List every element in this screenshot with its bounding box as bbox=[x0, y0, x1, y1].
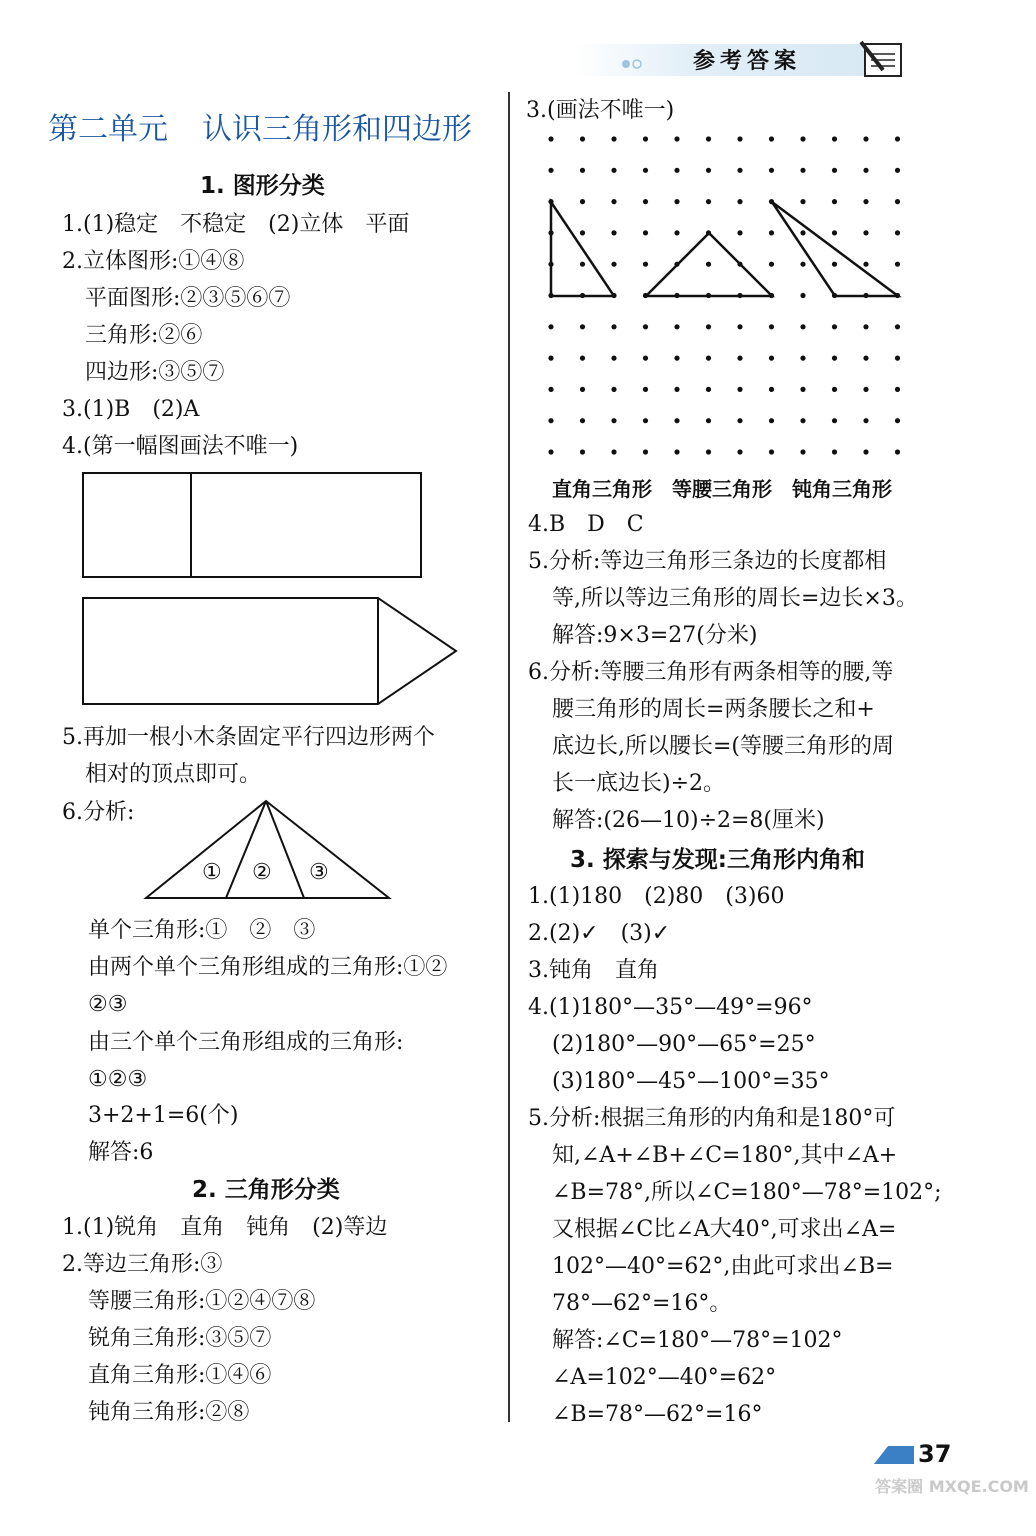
triangle-label-2: ② bbox=[252, 860, 272, 885]
grid-dot bbox=[863, 324, 868, 329]
grid-dot bbox=[800, 199, 805, 204]
right-triangle bbox=[551, 202, 614, 296]
grid-dot bbox=[895, 449, 900, 454]
answer-line: 钝角三角形:②⑧ bbox=[88, 1400, 250, 1425]
grid-dot bbox=[611, 387, 616, 392]
grid-dot bbox=[863, 387, 868, 392]
grid-dot bbox=[832, 418, 837, 423]
grid-dot bbox=[800, 324, 805, 329]
grid-dot bbox=[580, 168, 585, 173]
grid-dot bbox=[800, 387, 805, 392]
answer-line: 3.(1)B (2)A bbox=[62, 397, 200, 422]
grid-dot bbox=[643, 387, 648, 392]
answer-line: 直角三角形:①④⑥ bbox=[88, 1363, 272, 1388]
grid-dot bbox=[832, 387, 837, 392]
grid-dot bbox=[706, 199, 711, 204]
answer-line: 单个三角形:① ② ③ bbox=[88, 918, 316, 943]
grid-dot bbox=[643, 449, 648, 454]
grid-dot bbox=[800, 449, 805, 454]
grid-dot bbox=[674, 230, 679, 235]
grid-dot bbox=[674, 324, 679, 329]
grid-dot bbox=[832, 136, 837, 141]
grid-dot bbox=[674, 199, 679, 204]
grid-dot bbox=[643, 418, 648, 423]
answer-line: (2)180°—90°—65°=25° bbox=[552, 1032, 816, 1057]
answer-line: ①②③ bbox=[88, 1067, 148, 1092]
answer-line: ②③ bbox=[88, 992, 128, 1017]
page-tab-icon bbox=[872, 1442, 916, 1466]
grid-dot bbox=[769, 262, 774, 267]
answer-line: 2.立体图形:①④⑧ bbox=[62, 249, 245, 274]
grid-dot bbox=[863, 136, 868, 141]
grid-dot bbox=[737, 418, 742, 423]
grid-dot bbox=[706, 387, 711, 392]
grid-dot bbox=[611, 418, 616, 423]
answer-line: 知,∠A+∠B+∠C=180°,其中∠A+ bbox=[552, 1143, 898, 1168]
grid-dot bbox=[863, 262, 868, 267]
grid-dot bbox=[737, 387, 742, 392]
grid-dot bbox=[737, 199, 742, 204]
answer-line: 由两个单个三角形组成的三角形:①② bbox=[88, 955, 448, 980]
answer-line: 1.(1)锐角 直角 钝角 (2)等边 bbox=[62, 1215, 388, 1240]
grid-dot bbox=[769, 356, 774, 361]
answer-line: 锐角三角形:③⑤⑦ bbox=[88, 1326, 272, 1351]
grid-dot bbox=[580, 230, 585, 235]
grid-dot bbox=[643, 168, 648, 173]
grid-dot bbox=[580, 387, 585, 392]
grid-dot bbox=[706, 449, 711, 454]
grid-dot bbox=[548, 418, 553, 423]
answer-line: 3.钝角 直角 bbox=[528, 958, 659, 983]
grid-dot bbox=[706, 324, 711, 329]
answer-line: 3.(画法不唯一) bbox=[526, 98, 675, 123]
grid-dot bbox=[548, 387, 553, 392]
answer-line: ∠A=102°—40°=62° bbox=[552, 1365, 777, 1390]
grid-dot bbox=[674, 387, 679, 392]
grid-dot bbox=[863, 449, 868, 454]
section-title: 1. 图形分类 bbox=[200, 173, 325, 199]
grid-dot bbox=[769, 136, 774, 141]
grid-dot bbox=[895, 387, 900, 392]
answer-line: 5.再加一根小木条固定平行四边形两个 bbox=[62, 725, 435, 750]
grid-dot bbox=[611, 324, 616, 329]
grid-dot bbox=[800, 262, 805, 267]
grid-dot bbox=[863, 168, 868, 173]
grid-dot bbox=[895, 324, 900, 329]
grid-dot bbox=[895, 418, 900, 423]
grid-dot bbox=[611, 168, 616, 173]
grid-dot bbox=[769, 449, 774, 454]
answer-line: 1.(1)稳定 不稳定 (2)立体 平面 bbox=[62, 212, 410, 237]
grid-dot bbox=[643, 199, 648, 204]
grid-dot bbox=[895, 230, 900, 235]
answer-line: 4.B D C bbox=[528, 512, 644, 537]
answer-line: 等,所以等边三角形的周长=边长×3。 bbox=[552, 586, 918, 611]
triangle-label-3: ③ bbox=[309, 860, 329, 885]
grid-dot bbox=[580, 199, 585, 204]
answer-line: 2.等边三角形:③ bbox=[62, 1252, 223, 1277]
grid-dot bbox=[895, 199, 900, 204]
grid-dot bbox=[863, 230, 868, 235]
answer-line: 解答:(26—10)÷2=8(厘米) bbox=[552, 808, 825, 833]
answer-line: 相对的顶点即可。 bbox=[85, 762, 262, 787]
triangle-type-labels: 直角三角形 等腰三角形 钝角三角形 bbox=[552, 477, 892, 501]
grid-dot bbox=[800, 418, 805, 423]
grid-dot bbox=[643, 136, 648, 141]
triangle-label-1: ① bbox=[202, 860, 222, 885]
answer-line: (3)180°—45°—100°=35° bbox=[552, 1069, 830, 1094]
grid-dot bbox=[769, 168, 774, 173]
grid-dot bbox=[674, 449, 679, 454]
grid-dot bbox=[737, 230, 742, 235]
section-title: 2. 三角形分类 bbox=[192, 1177, 340, 1203]
unit-title-left: 第二单元 bbox=[48, 112, 168, 147]
answer-line: ∠B=78°,所以∠C=180°—78°=102°; bbox=[552, 1180, 942, 1205]
grid-dot bbox=[832, 199, 837, 204]
grid-dot bbox=[611, 356, 616, 361]
grid-dot bbox=[895, 168, 900, 173]
answer-line: 1.(1)180 (2)80 (3)60 bbox=[528, 884, 785, 909]
grid-dot bbox=[674, 136, 679, 141]
dot-grid-figure bbox=[540, 130, 915, 460]
grid-dot bbox=[611, 230, 616, 235]
grid-dot bbox=[674, 418, 679, 423]
answer-line: 腰三角形的周长=两条腰长之和+ bbox=[552, 697, 875, 722]
pentagon-figure bbox=[82, 597, 460, 707]
grid-dot bbox=[548, 324, 553, 329]
answer-line: 三角形:②⑥ bbox=[85, 323, 203, 348]
answer-line: 102°—40°=62°,由此可求出∠B= bbox=[552, 1254, 894, 1279]
obtuse-triangle bbox=[772, 202, 898, 296]
answer-line: 长一底边长)÷2。 bbox=[552, 771, 726, 796]
grid-dot bbox=[674, 168, 679, 173]
grid-dot bbox=[832, 449, 837, 454]
grid-dot bbox=[706, 262, 711, 267]
grid-dot bbox=[611, 136, 616, 141]
grid-dot bbox=[832, 262, 837, 267]
grid-dot bbox=[611, 262, 616, 267]
answer-line: 由三个单个三角形组成的三角形: bbox=[88, 1030, 404, 1055]
grid-dot bbox=[674, 356, 679, 361]
answer-line: 四边形:③⑤⑦ bbox=[85, 360, 225, 385]
grid-dot bbox=[832, 324, 837, 329]
grid-dot bbox=[863, 356, 868, 361]
grid-dot bbox=[580, 449, 585, 454]
grid-dot bbox=[800, 136, 805, 141]
grid-dot bbox=[769, 418, 774, 423]
page-number: 37 bbox=[918, 1440, 952, 1468]
grid-dot bbox=[800, 293, 805, 298]
answer-line: 等腰三角形:①②④⑦⑧ bbox=[88, 1289, 316, 1314]
grid-dot bbox=[863, 418, 868, 423]
grid-dot bbox=[548, 356, 553, 361]
grid-dot bbox=[769, 387, 774, 392]
unit-title-right: 认识三角形和四边形 bbox=[202, 112, 472, 147]
answer-line: 5.分析:根据三角形的内角和是180°可 bbox=[528, 1106, 896, 1131]
grid-dot bbox=[548, 168, 553, 173]
grid-dot bbox=[800, 230, 805, 235]
grid-dot bbox=[643, 230, 648, 235]
grid-dot bbox=[769, 324, 774, 329]
grid-dot bbox=[895, 262, 900, 267]
answer-line: 平面图形:②③⑤⑥⑦ bbox=[85, 286, 291, 311]
answer-line: 78°—62°=16°。 bbox=[552, 1291, 732, 1316]
grid-dot bbox=[706, 356, 711, 361]
grid-dot bbox=[737, 324, 742, 329]
grid-dot bbox=[643, 324, 648, 329]
grid-dot bbox=[895, 136, 900, 141]
grid-dot bbox=[548, 136, 553, 141]
section-title: 3. 探索与发现:三角形内角和 bbox=[570, 847, 865, 873]
rectangle-figure bbox=[82, 472, 424, 580]
scroll-pen-icon bbox=[861, 42, 901, 76]
grid-dot bbox=[832, 230, 837, 235]
grid-dot bbox=[769, 230, 774, 235]
answer-line: 4.(1)180°—35°—49°=96° bbox=[528, 995, 813, 1020]
grid-dot bbox=[611, 449, 616, 454]
grid-dot bbox=[706, 168, 711, 173]
grid-dot bbox=[580, 356, 585, 361]
grid-dot bbox=[737, 356, 742, 361]
grid-dot bbox=[643, 262, 648, 267]
grid-dot bbox=[643, 356, 648, 361]
grid-dot bbox=[580, 262, 585, 267]
grid-dot bbox=[832, 168, 837, 173]
unit-title bbox=[48, 112, 472, 148]
grid-dot bbox=[800, 356, 805, 361]
watermark: 答案圈 MXQE.COM bbox=[875, 1477, 1029, 1496]
triangle-split-figure bbox=[144, 798, 394, 902]
answer-line: 解答:6 bbox=[88, 1140, 154, 1165]
answer-line: 底边长,所以腰长=(等腰三角形的周 bbox=[552, 734, 895, 759]
answer-line: 5.分析:等边三角形三条边的长度都相 bbox=[528, 549, 887, 574]
grid-dot bbox=[800, 168, 805, 173]
grid-dot bbox=[737, 449, 742, 454]
answer-line: 解答:∠C=180°—78°=102° bbox=[552, 1328, 843, 1353]
column-divider bbox=[508, 92, 510, 1422]
grid-dot bbox=[706, 418, 711, 423]
dot-icon bbox=[622, 60, 630, 68]
grid-dot bbox=[611, 199, 616, 204]
grid-dot bbox=[580, 136, 585, 141]
answer-line: 6.分析: bbox=[62, 800, 135, 825]
grid-dot bbox=[737, 168, 742, 173]
answer-line: 6.分析:等腰三角形有两条相等的腰,等 bbox=[528, 660, 894, 685]
grid-dot bbox=[580, 418, 585, 423]
grid-dot bbox=[895, 356, 900, 361]
answer-line: 2.(2)✓ (3)✓ bbox=[528, 921, 671, 946]
grid-dot bbox=[832, 356, 837, 361]
answer-line: ∠B=78°—62°=16° bbox=[552, 1402, 763, 1427]
grid-dot bbox=[706, 136, 711, 141]
grid-dot bbox=[863, 199, 868, 204]
answer-line: 又根据∠C比∠A大40°,可求出∠A= bbox=[552, 1217, 897, 1242]
answer-line: 4.(第一幅图画法不唯一) bbox=[62, 434, 299, 459]
grid-dot bbox=[737, 136, 742, 141]
header-label: 参考答案 bbox=[693, 49, 802, 74]
answer-line: 3+2+1=6(个) bbox=[88, 1103, 239, 1128]
answer-line: 解答:9×3=27(分米) bbox=[552, 623, 758, 648]
grid-dot bbox=[580, 324, 585, 329]
grid-dot bbox=[548, 449, 553, 454]
